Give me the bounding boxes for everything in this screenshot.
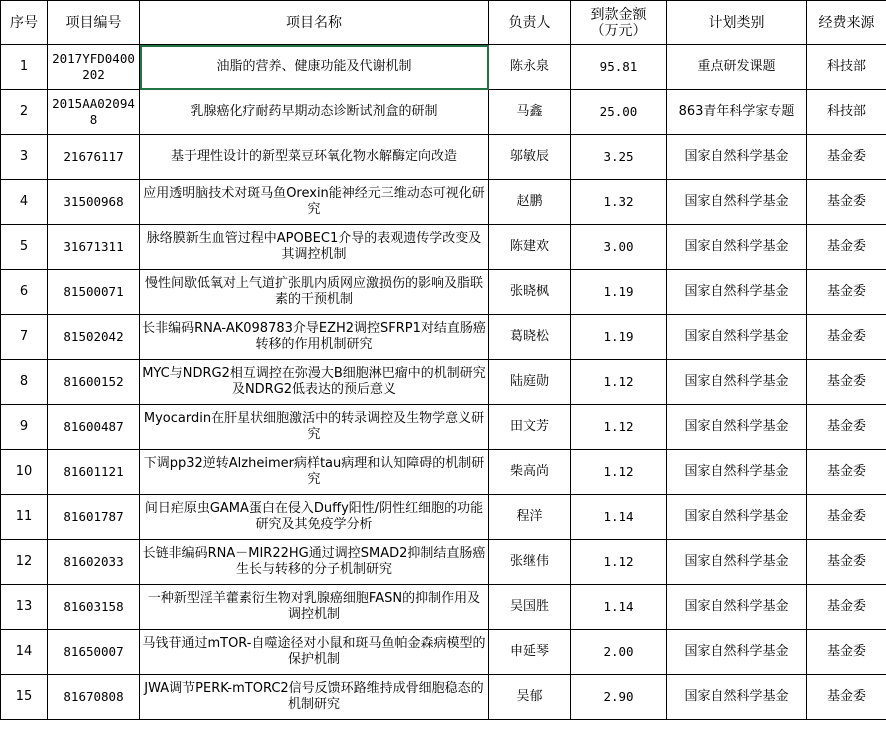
cell-leader[interactable]: 程洋 bbox=[489, 495, 571, 540]
cell-leader[interactable]: 申延琴 bbox=[489, 630, 571, 675]
cell-leader[interactable]: 邬敏辰 bbox=[489, 135, 571, 180]
cell-source[interactable]: 基金委 bbox=[807, 270, 886, 315]
cell-amount[interactable]: 1.12 bbox=[571, 405, 667, 450]
cell-source[interactable]: 科技部 bbox=[807, 45, 886, 90]
cell-leader[interactable]: 田文芳 bbox=[489, 405, 571, 450]
cell-plan[interactable]: 国家自然科学基金 bbox=[667, 540, 807, 585]
cell-seq[interactable]: 14 bbox=[1, 630, 48, 675]
cell-code[interactable]: 81601121 bbox=[48, 450, 140, 495]
cell-leader[interactable]: 吴国胜 bbox=[489, 585, 571, 630]
cell-name[interactable]: 马钱苷通过mTOR-自噬途径对小鼠和斑马鱼帕金森病模型的保护机制 bbox=[140, 630, 489, 675]
cell-name[interactable]: 脉络膜新生血管过程中APOBEC1介导的表观遗传学改变及其调控机制 bbox=[140, 225, 489, 270]
cell-plan[interactable]: 国家自然科学基金 bbox=[667, 360, 807, 405]
cell-source[interactable]: 基金委 bbox=[807, 225, 886, 270]
cell-leader[interactable]: 吴郁 bbox=[489, 675, 571, 720]
header-row bbox=[1, 1, 886, 45]
cell-plan[interactable]: 重点研发课题 bbox=[667, 45, 807, 90]
cell-name[interactable]: 乳腺癌化疗耐药早期动态诊断试剂盒的研制 bbox=[140, 90, 489, 135]
cell-amount[interactable]: 1.19 bbox=[571, 315, 667, 360]
cell-source[interactable]: 基金委 bbox=[807, 405, 886, 450]
cell-amount[interactable]: 3.00 bbox=[571, 225, 667, 270]
cell-seq[interactable]: 9 bbox=[1, 405, 48, 450]
cell-amount[interactable]: 1.32 bbox=[571, 180, 667, 225]
cell-code[interactable]: 81670808 bbox=[48, 675, 140, 720]
cell-amount[interactable]: 2.00 bbox=[571, 630, 667, 675]
cell-amount[interactable]: 1.19 bbox=[571, 270, 667, 315]
cell-source[interactable]: 科技部 bbox=[807, 90, 886, 135]
cell-code[interactable]: 21676117 bbox=[48, 135, 140, 180]
cell-seq[interactable]: 3 bbox=[1, 135, 48, 180]
cell-seq[interactable]: 8 bbox=[1, 360, 48, 405]
cell-amount[interactable]: 1.14 bbox=[571, 585, 667, 630]
cell-plan[interactable]: 国家自然科学基金 bbox=[667, 270, 807, 315]
cell-source[interactable]: 基金委 bbox=[807, 315, 886, 360]
table-row bbox=[1, 540, 886, 585]
table-row bbox=[1, 360, 886, 405]
table-row bbox=[1, 135, 886, 180]
cell-name[interactable]: MYC与NDRG2相互调控在弥漫大B细胞淋巴瘤中的机制研究及NDRG2低表达的预后意义 bbox=[140, 360, 489, 405]
cell-name[interactable]: Myocardin在肝星状细胞激活中的转录调控及生物学意义研究 bbox=[140, 405, 489, 450]
cell-seq[interactable]: 1 bbox=[1, 45, 48, 90]
cell-code[interactable]: 2017YFD0400202 bbox=[48, 45, 140, 90]
cell-code[interactable]: 2015AA020948 bbox=[48, 90, 140, 135]
table-row bbox=[1, 45, 886, 90]
cell-code[interactable]: 81603158 bbox=[48, 585, 140, 630]
cell-seq[interactable]: 10 bbox=[1, 450, 48, 495]
cell-amount[interactable]: 95.81 bbox=[571, 45, 667, 90]
cell-leader[interactable]: 马鑫 bbox=[489, 90, 571, 135]
table-row bbox=[1, 630, 886, 675]
cell-leader[interactable]: 张继伟 bbox=[489, 540, 571, 585]
cell-source[interactable]: 基金委 bbox=[807, 540, 886, 585]
cell-amount[interactable]: 1.12 bbox=[571, 540, 667, 585]
cell-code[interactable]: 81650007 bbox=[48, 630, 140, 675]
header-seq[interactable]: 序号 bbox=[1, 1, 48, 45]
cell-code[interactable]: 81602033 bbox=[48, 540, 140, 585]
table-row bbox=[1, 405, 886, 450]
table-row bbox=[1, 450, 886, 495]
cell-leader[interactable]: 柴高尚 bbox=[489, 450, 571, 495]
cell-seq[interactable]: 2 bbox=[1, 90, 48, 135]
cell-name[interactable]: 长非编码RNA-AK098783介导EZH2调控SFRP1对结直肠癌转移的作用机制研究 bbox=[140, 315, 489, 360]
cell-plan[interactable]: 国家自然科学基金 bbox=[667, 585, 807, 630]
cell-name[interactable]: 长链非编码RNA－MIR22HG通过调控SMAD2抑制结直肠癌生长与转移的分子机制研究 bbox=[140, 540, 489, 585]
table-row bbox=[1, 90, 886, 135]
cell-name[interactable]: JWA调节PERK-mTORC2信号反馈环路维持成骨细胞稳态的机制研究 bbox=[140, 675, 489, 720]
cell-leader[interactable]: 陆庭勋 bbox=[489, 360, 571, 405]
cell-source[interactable]: 基金委 bbox=[807, 135, 886, 180]
table-row bbox=[1, 315, 886, 360]
cell-seq[interactable]: 4 bbox=[1, 180, 48, 225]
cell-name[interactable]: 应用透明脑技术对斑马鱼Orexin能神经元三维动态可视化研究 bbox=[140, 180, 489, 225]
cell-code[interactable]: 81600487 bbox=[48, 405, 140, 450]
cell-code[interactable]: 81502042 bbox=[48, 315, 140, 360]
header-code[interactable]: 项目编号 bbox=[48, 1, 140, 45]
cell-name[interactable]: 一种新型淫羊藿素衍生物对乳腺癌细胞FASN的抑制作用及调控机制 bbox=[140, 585, 489, 630]
cell-amount[interactable]: 3.25 bbox=[571, 135, 667, 180]
cell-name[interactable]: 间日疟原虫GAMA蛋白在侵入Duffy阳性/阴性红细胞的功能研究及其免疫学分析 bbox=[140, 495, 489, 540]
table-row bbox=[1, 675, 886, 720]
cell-plan[interactable]: 国家自然科学基金 bbox=[667, 315, 807, 360]
table-row bbox=[1, 225, 886, 270]
table-row bbox=[1, 495, 886, 540]
table-row bbox=[1, 180, 886, 225]
cell-amount[interactable]: 25.00 bbox=[571, 90, 667, 135]
cell-plan[interactable]: 国家自然科学基金 bbox=[667, 135, 807, 180]
cell-seq[interactable]: 6 bbox=[1, 270, 48, 315]
cell-name[interactable]: 油脂的营养、健康功能及代谢机制 bbox=[140, 45, 489, 90]
cell-seq[interactable]: 12 bbox=[1, 540, 48, 585]
cell-code[interactable]: 81601787 bbox=[48, 495, 140, 540]
cell-source[interactable]: 基金委 bbox=[807, 450, 886, 495]
cell-plan[interactable]: 国家自然科学基金 bbox=[667, 225, 807, 270]
cell-plan[interactable]: 国家自然科学基金 bbox=[667, 495, 807, 540]
cell-plan[interactable]: 国家自然科学基金 bbox=[667, 675, 807, 720]
cell-source[interactable]: 基金委 bbox=[807, 360, 886, 405]
cell-plan[interactable]: 国家自然科学基金 bbox=[667, 180, 807, 225]
cell-plan[interactable]: 国家自然科学基金 bbox=[667, 450, 807, 495]
cell-leader[interactable]: 张晓枫 bbox=[489, 270, 571, 315]
cell-amount[interactable]: 2.90 bbox=[571, 675, 667, 720]
table-row bbox=[1, 270, 886, 315]
cell-seq[interactable]: 7 bbox=[1, 315, 48, 360]
cell-source[interactable]: 基金委 bbox=[807, 585, 886, 630]
cell-leader[interactable]: 赵鹏 bbox=[489, 180, 571, 225]
cell-seq[interactable]: 15 bbox=[1, 675, 48, 720]
cell-name[interactable]: 慢性间歇低氧对上气道扩张肌内质网应激损伤的影响及脂联素的干预机制 bbox=[140, 270, 489, 315]
header-leader[interactable]: 负责人 bbox=[489, 1, 571, 45]
cell-code[interactable]: 81500071 bbox=[48, 270, 140, 315]
cell-source[interactable]: 基金委 bbox=[807, 630, 886, 675]
header-amount[interactable]: 到款金额 （万元） bbox=[571, 1, 667, 45]
cell-amount[interactable]: 1.14 bbox=[571, 495, 667, 540]
cell-code[interactable]: 31671311 bbox=[48, 225, 140, 270]
cell-seq[interactable]: 11 bbox=[1, 495, 48, 540]
cell-seq[interactable]: 13 bbox=[1, 585, 48, 630]
cell-plan[interactable]: 国家自然科学基金 bbox=[667, 630, 807, 675]
cell-source[interactable]: 基金委 bbox=[807, 180, 886, 225]
cell-leader[interactable]: 陈建欢 bbox=[489, 225, 571, 270]
table-row bbox=[1, 585, 886, 630]
cell-seq[interactable]: 5 bbox=[1, 225, 48, 270]
cell-code[interactable]: 81600152 bbox=[48, 360, 140, 405]
cell-name[interactable]: 基于理性设计的新型菜豆环氧化物水解酶定向改造 bbox=[140, 135, 489, 180]
cell-leader[interactable]: 陈永泉 bbox=[489, 45, 571, 90]
cell-name[interactable]: 下调pp32逆转Alzheimer病样tau病理和认知障碍的机制研究 bbox=[140, 450, 489, 495]
cell-amount[interactable]: 1.12 bbox=[571, 450, 667, 495]
cell-plan[interactable]: 863青年科学家专题 bbox=[667, 90, 807, 135]
cell-source[interactable]: 基金委 bbox=[807, 675, 886, 720]
cell-leader[interactable]: 葛晓松 bbox=[489, 315, 571, 360]
header-plan[interactable]: 计划类别 bbox=[667, 1, 807, 45]
header-source[interactable]: 经费来源 bbox=[807, 1, 886, 45]
header-name[interactable]: 项目名称 bbox=[140, 1, 489, 45]
cell-code[interactable]: 31500968 bbox=[48, 180, 140, 225]
cell-plan[interactable]: 国家自然科学基金 bbox=[667, 405, 807, 450]
cell-amount[interactable]: 1.12 bbox=[571, 360, 667, 405]
cell-source[interactable]: 基金委 bbox=[807, 495, 886, 540]
